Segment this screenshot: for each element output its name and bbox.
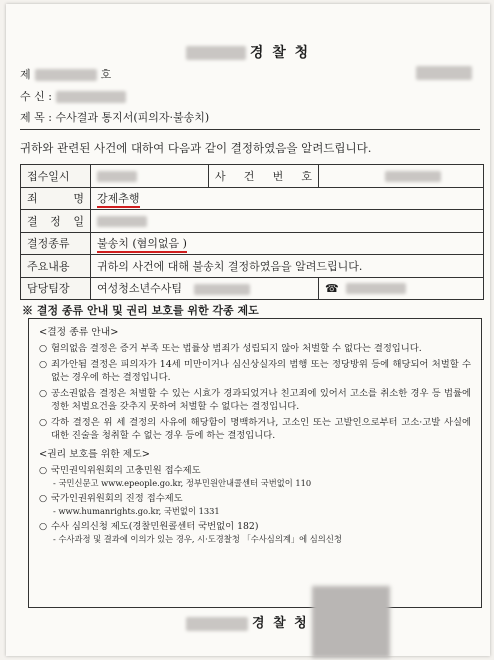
guide-item: ○ 각하 결정은 위 세 결정의 사유에 해당함이 명백하거나, 고소인 또는 고발인으로부터 고소·고발 사실에 대한 진술을 청취할 수 없는 경우 등에 하는 결정입니다. [39,417,471,441]
rights-item-detail: - www.humanrights.go.kr, 국번없이 1331 [53,506,220,516]
intro-text: 귀하와 관련된 사건에 대하여 다음과 같이 결정하였음을 알려드립니다. [20,141,372,155]
guide-item: ○ 죄가안됨 결정은 피의자가 14세 미만이거나 심신상실자의 범행 또는 정당방위 등에 해당되어 처벌할 수 없는 경우에 하는 결정입니다. [39,359,471,383]
decision-type-label: 결정종류 [21,232,91,255]
redacted-agency-name [186,46,246,60]
charge-label: 죄 명 [21,187,91,210]
case-no-label: 사 건 번 호 [209,165,319,188]
guide-box [28,318,482,608]
notice-title: ※ 결정 종류 안내 및 권리 보호를 위한 각종 제도 [22,304,259,317]
phone-icon: ☎ [325,281,339,295]
agency-title: 경 찰 청 [6,42,490,62]
rights-item: ○ 국가인권위원회의 진정 접수제도 [39,493,183,504]
header-divider [20,129,480,130]
document-number: 제 호 [20,68,112,81]
team-value: 여성청소년수사팀 [91,277,319,300]
result-table [20,164,484,300]
receipt-value [91,165,209,188]
phone-cell [319,277,484,300]
redacted-signature-agency [186,617,248,631]
document-page [6,4,490,656]
rights-item-detail: - 국민신문고 www.epeople.go.kr, 정부민원안내콜센터 국번없이 110 [53,478,312,488]
content-label: 주요내용 [21,255,91,278]
decision-date-label: 결 정 일 [21,210,91,233]
case-no-value [319,165,484,188]
receipt-label: 접수일시 [21,165,91,188]
redacted-official-seal [312,586,390,658]
guide-item: ○ 혐의없음 결정은 증거 부족 또는 법률상 범죄가 성립되지 않아 처벌할 수 없다는 결정입니다. [39,343,422,354]
rights-item: ○ 수사 심의신청 제도(경찰민원콜센터 국번없이 182) [39,521,259,532]
content-value: 귀하의 사건에 대해 불송치 결정하였음을 알려드립니다. [91,255,484,278]
rights-heading: <권리 보호를 위한 제도> [39,449,150,460]
subject-line: 제 목 : 수사결과 통지서(피의자·불송치) [20,111,210,124]
decision-date-value [91,210,484,233]
redacted-number [35,69,97,81]
guide-heading: <결정 종류 안내> [39,327,119,338]
guide-item: ○ 공소권없음 결정은 처벌할 수 있는 시효가 경과되었거나 친고죄에 있어서 고소를 취소한 경우 등 법률에 정한 처벌요건을 갖추지 못하여 처벌할 수 없다는 결정입니다. [39,388,471,412]
team-label: 담당팀장 [21,277,91,300]
rights-item-detail: - 수사과정 및 결과에 이의가 있는 경우, 시·도경찰청 「수사심의계」에 심의신청 [53,534,342,544]
recipient-line: 수 신 : [20,88,130,104]
redacted-date [416,66,472,80]
decision-type-value: 불송치 (혐의없음 ) [91,232,484,255]
charge-value: 강제추행 [91,187,484,210]
signature: 경 찰 청 [186,612,309,631]
rights-item: ○ 국민권익위원회의 고충민원 접수제도 [39,465,201,476]
redacted-recipient [56,91,126,103]
